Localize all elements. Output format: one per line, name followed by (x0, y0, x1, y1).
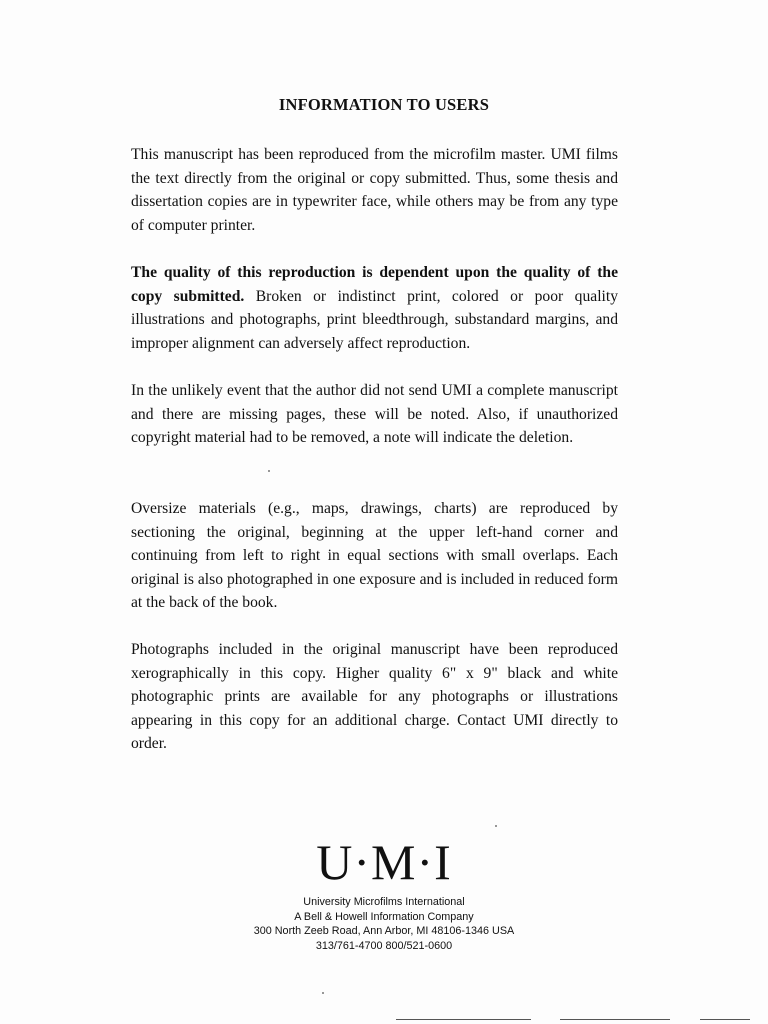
scan-speck (495, 825, 497, 827)
page-title: INFORMATION TO USERS (278, 95, 490, 114)
scan-edge-line (700, 1019, 750, 1020)
quality-notice-text: Broken or indistinct print, colored or poor quality illustrations and photographs, print bleedthrough, substandard margins, and improper alignment can adversely affect reproduction. (131, 287, 618, 352)
scan-speck (322, 992, 324, 994)
address-line-street: 300 North Zeeb Road, Ann Arbor, MI 48106-1346 USA (253, 925, 515, 937)
address-line-parent-company: A Bell & Howell Information Company (294, 910, 474, 923)
paragraph-reproduction-source: This manuscript has been reproduced from the microfilm master. UMI films the text directly from the original or copy submitted. Thus, some thesis and dissertation copies are in typewriter face, while others may be from any type of computer printer. (131, 146, 618, 234)
scan-edge-line (396, 1019, 531, 1020)
scan-speck (268, 470, 270, 472)
address-line-company: University Microfilms International (303, 896, 465, 908)
address-line-phone: 313/761-4700 800/521-0600 (315, 939, 453, 952)
paragraph-oversize-materials: Oversize materials (e.g., maps, drawings, charts) are reproduced by sectioning the original, beginning at the upper left-hand corner and continuing from left to right in equal sections with small overlaps. Each original is also photographed in one exposure and is included in reduced form at the back of the book. (131, 500, 618, 611)
umi-logo: U·M·I (316, 834, 452, 890)
paragraph-missing-pages: In the unlikely event that the author did not send UMI a complete manuscript and there are missing pages, these will be noted. Also, if unauthorized copyright material had to be removed, a note will indicate the deletion. (131, 382, 618, 446)
paragraph-reproduction-quality (131, 261, 618, 355)
quality-notice-bold: The quality of this reproduction is dependent upon the quality of the copy submitted. (131, 264, 618, 305)
scan-edge-line (560, 1019, 670, 1020)
publisher-address (0, 895, 768, 953)
paragraph-photographs: Photographs included in the original manuscript have been reproduced xerographically in this copy. Higher quality 6" x 9" black and white photographic prints are available for any photographs or illustrations appearing in this copy for an additional charge. Contact UMI directly to order. (131, 641, 618, 752)
